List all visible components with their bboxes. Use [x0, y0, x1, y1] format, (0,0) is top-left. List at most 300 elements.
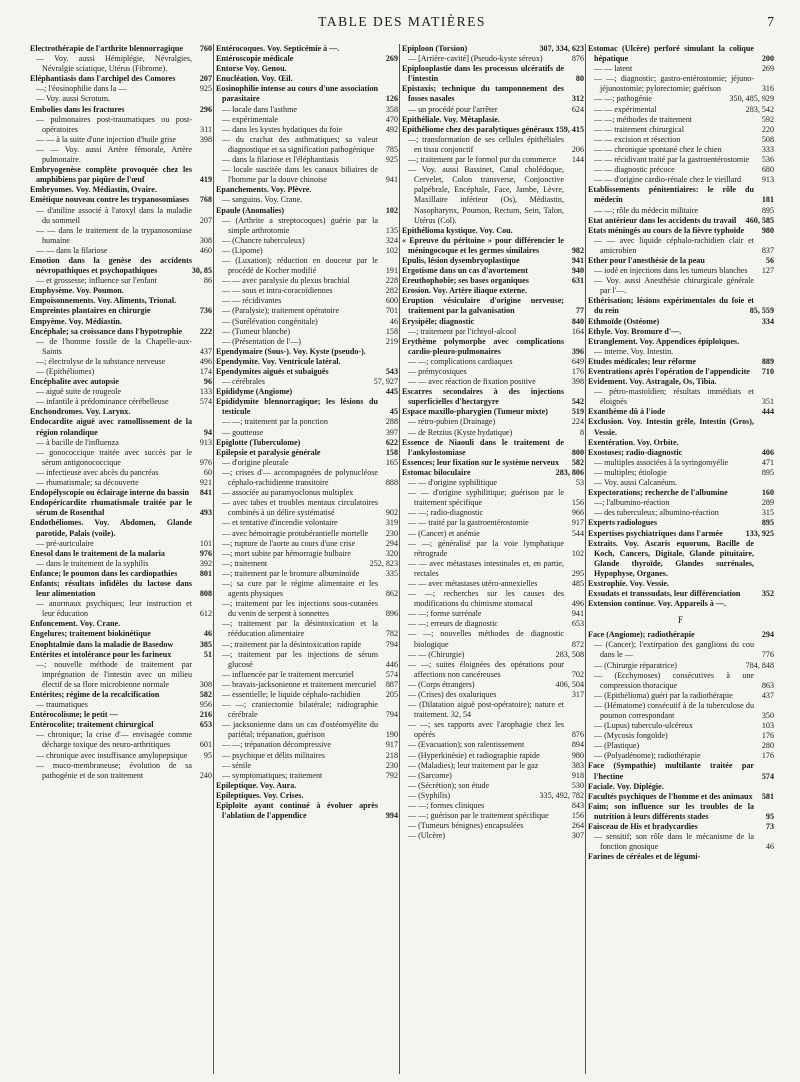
- index-entry-text: — Voy. aussi Hémiplégie, Névralgies, Névralgie sciatique, Utérus (Fibrome).: [36, 54, 192, 74]
- index-entry: [402, 619, 584, 629]
- index-entry: [402, 327, 584, 337]
- index-entry: [30, 549, 212, 559]
- index-entry-page: 976: [199, 457, 212, 467]
- index-entry: [30, 327, 212, 337]
- index-entry-text: — —; erreurs de diagnostic: [408, 619, 498, 629]
- index-entry: [588, 216, 774, 226]
- index-entry-text: — (Syphilis): [408, 790, 451, 800]
- index-entry-page: 144: [571, 155, 584, 165]
- index-entry-text: — (Tumeur blanche): [222, 326, 291, 336]
- index-entry: [30, 730, 212, 750]
- index-entry: [402, 266, 584, 276]
- index-entry: [402, 44, 584, 54]
- index-entry-text: — sénile: [222, 760, 251, 770]
- index-entry-page: 581: [761, 791, 774, 801]
- index-entry-page: 398: [199, 134, 212, 144]
- index-entry-text: — — avec paralysie du plexus brachial: [222, 276, 350, 286]
- index-entry-page: 156: [571, 811, 584, 821]
- index-entry-page: 785: [385, 144, 398, 154]
- index-entry: [30, 94, 212, 104]
- index-entry: [588, 792, 774, 802]
- index-entry-text: Ethyle. Voy. Bromure d'—.: [588, 326, 682, 336]
- index-entry-page: 470: [385, 114, 398, 124]
- index-entry: [588, 64, 774, 74]
- index-entry-text: — de Retzius (Kyste hydatique): [408, 427, 513, 437]
- index-entry: [30, 539, 212, 549]
- index-entry-page: 776: [761, 650, 774, 660]
- index-entry-page: 406, 504: [555, 679, 584, 689]
- index-entry: [30, 559, 212, 569]
- index-entry-text: — —; nouvelles méthodes de diagnostic biologique: [408, 629, 564, 649]
- index-entry: [402, 236, 584, 256]
- index-entry: [402, 529, 584, 539]
- index-entry: [216, 529, 398, 539]
- index-entry-text: — (Corps étrangers): [408, 679, 475, 689]
- index-entry: [216, 599, 398, 619]
- index-entry-text: — chronique; la crise d'— envisagée comme décharge toxique des neuro-arthritiques: [36, 730, 192, 750]
- index-entry-page: 894: [571, 740, 584, 750]
- index-entry-page: 876: [571, 730, 584, 740]
- index-entry-text: —; nouvelle méthode de traitement par imprégnation de l'intestin avec un milieu électif de sa flore microbienne normale: [36, 659, 192, 689]
- index-entry-text: — — traitement chirurgical: [594, 124, 684, 134]
- index-entry-text: Exstrophie. Voy. Vessie.: [588, 578, 670, 588]
- index-entry-text: — — dans la filariose: [36, 245, 108, 255]
- index-entry-text: Ethmoïde (Ostéome): [588, 316, 660, 326]
- index-entry-text: Epaule (Anomalies): [216, 205, 285, 215]
- index-entry-text: — expérimentale: [222, 114, 278, 124]
- index-entry-page: 622: [385, 437, 398, 447]
- index-entry-text: Epistaxis; technique du tamponnement des fosses nasales: [402, 84, 564, 104]
- index-entry: [30, 185, 212, 195]
- index-entry: [30, 417, 212, 437]
- index-entry-page: 895: [761, 467, 774, 477]
- index-entry-page: 315: [761, 508, 774, 518]
- index-entry: [216, 115, 398, 125]
- index-entry-page: 913: [199, 437, 212, 447]
- index-entry-text: Epididymite blennorragique; les lésions du testicule: [216, 397, 378, 417]
- index-entry: [588, 751, 774, 761]
- index-entry: [588, 175, 774, 185]
- index-entry-page: 888: [385, 478, 398, 488]
- index-entry-page: 102: [571, 548, 584, 558]
- index-entry-page: 445: [385, 387, 398, 397]
- index-entry-page: 736: [199, 306, 212, 316]
- index-entry-page: 350, 485, 929: [729, 94, 774, 104]
- index-entry-text: — un procédé pour l'arrêter: [408, 104, 498, 114]
- index-entry-page: 96: [203, 377, 212, 387]
- index-entry: [402, 488, 584, 508]
- index-entry: [216, 377, 398, 387]
- index-entry: [588, 337, 774, 347]
- index-entry-text: — prémycosiques: [408, 367, 467, 376]
- index-entry-text: Endopélyscopie ou éclairage interne du bassin: [30, 488, 189, 498]
- index-entry-text: Emétique nouveau contre les trypanosomiases: [30, 195, 190, 205]
- index-entry: [402, 559, 584, 579]
- index-entry-page: 800: [571, 447, 584, 457]
- index-entry: [216, 74, 398, 84]
- index-entry-text: — (Hématome) consécutif à de la tuberculose du poumon correspondant: [594, 700, 754, 720]
- index-entry-text: — — traité par la gastroentérostomie: [408, 518, 529, 528]
- index-entry-text: Endocardite aiguë avec ramollissement de la région rolandique: [30, 417, 192, 437]
- index-entry: [588, 266, 774, 276]
- index-entry-text: Essence de Niaouli dans le traitement de l'ankylostomiase: [402, 437, 564, 457]
- index-entry: [402, 629, 584, 649]
- index-entry-page: 206: [571, 144, 584, 154]
- index-entry-text: Estomac (Ulcère) perforé simulant la colique hépatique: [588, 44, 754, 64]
- index-entry: [588, 579, 774, 589]
- index-entry-text: Emphysème. Voy. Poumon.: [30, 286, 124, 296]
- index-entry: [216, 397, 398, 417]
- index-entry: [30, 135, 212, 145]
- index-entry-text: — (Cancer); l'extirpation des ganglions du cou dans le —: [594, 640, 754, 660]
- index-entry: [216, 135, 398, 155]
- index-entry-page: 86: [203, 276, 212, 286]
- index-entry: [402, 387, 584, 407]
- index-entry-page: 181: [761, 195, 774, 205]
- index-entry: [588, 478, 774, 488]
- index-entry-text: — chronique avec insuffisance amylopepsique: [36, 750, 188, 760]
- index-entry: [216, 276, 398, 286]
- index-entry-text: — du crachat des asthmatiques; sa valeur diagnostique et sa signification pathogénique: [222, 134, 378, 154]
- index-entry: [588, 640, 774, 660]
- index-entry-text: Endopéricardite rhumatismale traitée par le sérum de Rosenthal: [30, 498, 192, 518]
- index-column-3: [402, 44, 584, 1074]
- index-entry-text: Empreintes plantaires en chirurgie: [30, 306, 151, 316]
- index-entry-page: 925: [385, 155, 398, 165]
- index-entry-page: 102: [385, 205, 398, 215]
- index-entry-page: 283, 542: [745, 104, 774, 114]
- index-entry: [216, 44, 398, 54]
- index-entry-page: 460: [199, 245, 212, 255]
- index-entry-page: 295: [571, 568, 584, 578]
- index-entry: [402, 831, 584, 841]
- index-entry: [216, 357, 398, 367]
- index-entry-text: — — avec métastases intestinales et, en partie, rectales: [408, 558, 564, 578]
- index-entry: [402, 609, 584, 619]
- index-entry: [30, 660, 212, 690]
- section-letter: F: [677, 615, 684, 626]
- index-entry-text: Encéphalite avec autopsie: [30, 377, 120, 387]
- index-entry-page: 896: [385, 609, 398, 619]
- index-entry-page: 53: [575, 478, 584, 488]
- index-entry-text: Embryogenèse complète provoquée chez les amphibiens par piqûre de l'œuf: [30, 165, 192, 185]
- index-entry-text: Expertises psychiatriques dans l'armée: [588, 528, 723, 538]
- index-column-4: [588, 44, 774, 1074]
- index-entry-text: Erosion. Voy. Artère iliaque externe.: [402, 286, 527, 296]
- index-entry-text: — —; généralisé par la voie lymphatique rétrograde: [408, 538, 564, 558]
- index-entry: [588, 438, 774, 448]
- index-entry-page: 792: [385, 770, 398, 780]
- index-entry-text: Extraits. Voy. Ascaris equorum, Bacille de Koch, Cancers, Digitale, Glande pituitaire, Glande thyroïde, Glandes surrénales, Hypophyse, Organes.: [588, 538, 754, 578]
- index-column-2: [216, 44, 398, 1074]
- index-entry: [216, 539, 398, 549]
- index-entry-page: 307, 334, 623: [539, 44, 584, 53]
- index-entry: [30, 54, 212, 74]
- index-entry-page: 350: [761, 711, 774, 720]
- index-entry: [402, 478, 584, 488]
- index-entry: [30, 256, 212, 276]
- index-entry: [30, 579, 212, 599]
- index-entry-text: — locale suscitée dans les canaux biliaires de l'homme par la douve chinoise: [222, 165, 378, 185]
- index-entry-page: 133: [199, 387, 212, 397]
- index-entry-text: — jacksonienne dans un cas d'ostéomyélite du pariétal; trépanation, guérison: [222, 720, 378, 740]
- index-entry-text: Epithélioma kystique. Voy. Cou.: [402, 225, 513, 235]
- index-entry-text: Epithéliome chez des paralytiques généraux: [402, 124, 554, 134]
- index-entry-page: 101: [199, 538, 212, 548]
- index-entry-text: — (Evacuation); son ralentissement: [408, 740, 525, 750]
- index-entry-text: — —; recherches sur les causes des modifications du chimisme stomacal: [408, 589, 564, 609]
- index-entry: [30, 518, 212, 538]
- index-entry-page: 334: [761, 316, 774, 326]
- index-entry-text: — essentielle; le liquide céphalo-rachidien: [222, 690, 361, 699]
- index-entry-page: 283, 806: [555, 467, 584, 477]
- index-entry-text: — — à la suite d'une injection d'huile grise: [36, 134, 177, 144]
- index-entry: [216, 236, 398, 246]
- index-entry: [402, 751, 584, 761]
- index-entry: [30, 165, 212, 185]
- index-entry-text: Exanthème dû à l'iode: [588, 407, 666, 417]
- index-entry: [588, 407, 774, 417]
- index-entry: [402, 761, 584, 771]
- index-entry-text: Embryomes. Voy. Médiastin, Ovaire.: [30, 185, 157, 195]
- index-entry: [588, 94, 774, 104]
- index-entry-page: 460, 585: [745, 215, 774, 225]
- index-entry-text: — — avec métastases utéro-annexielles: [408, 578, 538, 588]
- index-entry: [588, 508, 774, 518]
- index-entry: [402, 84, 584, 104]
- index-entry: [216, 801, 398, 821]
- index-entry-text: — interne. Voy. Intestin.: [594, 346, 674, 356]
- index-entry: [588, 630, 774, 640]
- index-entry: [30, 478, 212, 488]
- index-entry: [402, 781, 584, 791]
- index-entry-page: 994: [385, 811, 398, 821]
- index-entry: [216, 206, 398, 216]
- index-entry-text: —; traitement par le bromure albuminoïde: [222, 568, 360, 578]
- index-entry-text: Ependymaire (Sous-). Voy. Kyste (pseudo-).: [216, 346, 366, 356]
- index-entry: [216, 549, 398, 559]
- index-entry-text: Ether pour l'anesthésie de la peau: [588, 255, 705, 265]
- index-entry: [402, 650, 584, 660]
- index-entry: [30, 317, 212, 327]
- index-entry: [402, 579, 584, 589]
- index-entry-text: Encéphale; sa croissance dans l'hypotrophie: [30, 326, 183, 336]
- index-entry-page: 794: [385, 639, 398, 649]
- index-entry-page: 574: [199, 397, 212, 407]
- index-entry-page: 701: [385, 306, 398, 316]
- index-entry-text: — muco-membraneuse; évolution de sa pathogénie et de son traitement: [36, 760, 192, 780]
- index-entry: [588, 761, 774, 781]
- index-entry: [588, 206, 774, 216]
- index-entry: [30, 650, 212, 660]
- index-entry: [588, 256, 774, 266]
- index-entry-text: — (Epithélioma) guéri par la radiothérapie: [594, 690, 733, 700]
- index-entry-page: 941: [385, 175, 398, 185]
- index-entry-page: 176: [571, 367, 584, 376]
- index-entry-page: 941: [571, 255, 584, 265]
- index-entry-page: 631: [571, 276, 584, 286]
- index-entry-text: — multiples; étiologie: [594, 467, 667, 477]
- index-entry: [30, 710, 212, 720]
- index-entry-page: 127: [761, 266, 774, 276]
- index-entry-page: 485: [571, 578, 584, 588]
- index-entry: [216, 428, 398, 438]
- index-entry-page: 220: [761, 124, 774, 134]
- index-entry-page: 760: [199, 44, 212, 53]
- index-entry-text: — —; forme surrénale: [408, 609, 482, 619]
- index-entry: [588, 539, 774, 579]
- index-entry-page: 917: [571, 518, 584, 528]
- index-entry: [588, 488, 774, 498]
- index-entry-text: — — d'origine cardio-rénale chez le vieillard: [594, 175, 742, 185]
- index-entry-page: 296: [199, 104, 212, 114]
- index-entry: [402, 337, 584, 357]
- index-entry: [588, 721, 774, 731]
- index-entry-page: 282: [385, 286, 398, 296]
- index-entry: [216, 347, 398, 357]
- index-entry-page: 876: [571, 54, 584, 64]
- index-entry-text: — (Tumeurs bénignes) encapsulées: [408, 821, 524, 831]
- index-entry-page: 801: [199, 568, 212, 578]
- index-entry-page: 976: [199, 548, 212, 558]
- index-entry-page: 228: [385, 276, 398, 286]
- index-entry-text: — sanguins. Voy. Crane.: [222, 195, 303, 205]
- index-entry-page: 406: [761, 447, 774, 457]
- index-entry-text: Ependymite. Voy. Ventricule latéral.: [216, 356, 341, 366]
- index-entry-text: — avec tabes et troubles mentaux circulatoires combinés à un délire systématisé: [222, 498, 378, 518]
- index-entry-page: 419: [199, 175, 212, 185]
- index-entry: [402, 680, 584, 690]
- index-entry-page: 95: [203, 750, 212, 760]
- index-entry-page: 317: [571, 690, 584, 699]
- index-entry: [588, 115, 774, 125]
- index-entry-page: 519: [571, 407, 584, 417]
- index-entry: [588, 155, 774, 165]
- index-entry-text: Entorse Voy. Genou.: [216, 64, 287, 74]
- index-entry-text: — —; rôle du médecin militaire: [594, 205, 699, 215]
- index-entry-page: 94: [203, 427, 212, 437]
- index-entry-text: — —; trépanation décompressive: [222, 740, 332, 750]
- index-entry-text: — Voy. aussi Anesthésie chirurgicale générale par l'—.: [594, 276, 754, 296]
- index-entry-text: — rétro-pubien (Drainage): [408, 417, 496, 427]
- index-entry-page: 902: [385, 508, 398, 518]
- index-entry-page: 222: [199, 326, 212, 336]
- index-entry-text: — — récidivant traité par la gastroentérostomie: [594, 155, 750, 165]
- index-entry-page: 60: [203, 467, 212, 477]
- index-entry: [30, 488, 212, 498]
- index-entry-text: Escarres secondaires à des injections superficielles d'hectargyre: [402, 387, 564, 407]
- index-entry: [216, 286, 398, 296]
- index-entry: [402, 165, 584, 226]
- index-entry-text: —; rupture de l'aorte au cours d'une crise: [222, 538, 356, 548]
- index-entry-text: — bravais-jacksonienne et traitement mercuriel: [222, 679, 377, 689]
- index-entry: [216, 740, 398, 750]
- index-entry-page: 224: [571, 417, 584, 427]
- index-entry-text: Enesol dans le traitement de la malaria: [30, 548, 165, 558]
- index-entry: [216, 650, 398, 670]
- index-entry: [30, 761, 212, 781]
- index-entry-text: — — expérimental: [594, 104, 657, 114]
- index-entry-text: — iodé en injections dans les tumeurs blanches: [594, 266, 748, 276]
- index-entry-text: — — (Chirurgie): [408, 649, 465, 659]
- index-entry-text: — psychique et délits militaires: [222, 750, 325, 760]
- index-entry-page: 8: [579, 427, 584, 437]
- index-entry-text: Electrothérapie de l'arthrite blennorragique: [30, 44, 183, 53]
- index-entry: [30, 438, 212, 448]
- index-entry: [30, 115, 212, 135]
- index-entry: [588, 125, 774, 135]
- index-entry-text: Entérites et intolérance pour les farineux: [30, 649, 172, 659]
- index-entry: [588, 44, 774, 64]
- index-entry: [216, 216, 398, 236]
- index-entry: [588, 691, 774, 701]
- index-entry-text: — (Plastique): [594, 741, 640, 751]
- index-entry-text: —; traitement par les injections sous-cutanées du venin de serpent à sonnettes: [222, 599, 378, 619]
- page-number: 7: [767, 14, 774, 29]
- index-entry-text: Eruption vésiculaire d'origine nerveuse; traitement par la galvanisation: [402, 296, 564, 316]
- index-entry-page: 135: [385, 225, 398, 235]
- index-entry-text: — —; méthodes de traitement: [594, 114, 692, 124]
- index-entry: [402, 256, 584, 266]
- index-entry: [588, 296, 774, 316]
- index-entry: [30, 397, 212, 407]
- index-entry: [402, 438, 584, 458]
- index-entry: [402, 539, 584, 559]
- index-entry-page: 956: [199, 700, 212, 710]
- index-entry-text: Enfoncement. Voy. Crane.: [30, 619, 121, 629]
- index-entry-page: 941: [571, 609, 584, 619]
- index-entry: [216, 690, 398, 700]
- index-entry: [216, 771, 398, 781]
- index-entry-text: — traumatiques: [36, 700, 88, 710]
- index-entry-text: — —; radio-diagnostic: [408, 508, 484, 518]
- index-entry-text: Emotion dans la genèse des accidents névropathiques et psychopathiques: [30, 255, 192, 276]
- index-entry-page: 768: [199, 195, 212, 205]
- index-entry-text: Enfance; le poumon dans les cardiopathies: [30, 568, 178, 578]
- index-entry-page: 392: [199, 558, 212, 568]
- index-entry-text: Epiploïte ayant continué à évoluer après l'ablation de l'appendice: [216, 801, 378, 821]
- column-divider: [585, 44, 586, 1074]
- index-entry-text: Epithéliale. Voy. Métaplasie.: [402, 114, 500, 124]
- index-entry-text: Entéroscopie médicale: [216, 54, 294, 64]
- index-entry-text: — (Lupus) tuberculo-ulcéreux: [594, 721, 693, 731]
- index-entry-text: — et tentative d'incendie volontaire: [222, 518, 338, 528]
- index-entry: [402, 377, 584, 387]
- index-entry-page: 289: [761, 498, 774, 508]
- index-entry: [30, 226, 212, 246]
- index-entry: [30, 640, 212, 650]
- index-entry-text: — (Dilatation aiguë post-opératoire); nature et traitement. 32, 54: [408, 700, 564, 720]
- index-entry-text: Experts radiologues: [588, 518, 658, 528]
- index-entry: [588, 185, 774, 205]
- index-entry-text: —; l'albumino-réaction: [594, 498, 670, 508]
- index-entry: [402, 135, 584, 155]
- index-entry-text: — symptomatiques; traitement: [222, 770, 323, 780]
- index-entry: [30, 629, 212, 639]
- index-entry-page: 176: [761, 751, 774, 761]
- index-entry-text: — — diagnostic précoce: [594, 165, 675, 175]
- index-entry-page: 207: [199, 74, 212, 84]
- index-entry: [216, 84, 398, 104]
- index-entry-text: — locale dans l'asthme: [222, 104, 297, 114]
- index-entry-text: —; mort subite par hémorragie bulbaire: [222, 548, 351, 558]
- index-entry-page: 207: [199, 215, 212, 225]
- index-entry-text: —; traitement: [222, 558, 268, 568]
- column-divider: [213, 44, 214, 1074]
- index-entry: [216, 185, 398, 195]
- index-entry: [30, 276, 212, 286]
- index-entry-text: Enophtalmie dans la maladie de Basedow: [30, 639, 174, 649]
